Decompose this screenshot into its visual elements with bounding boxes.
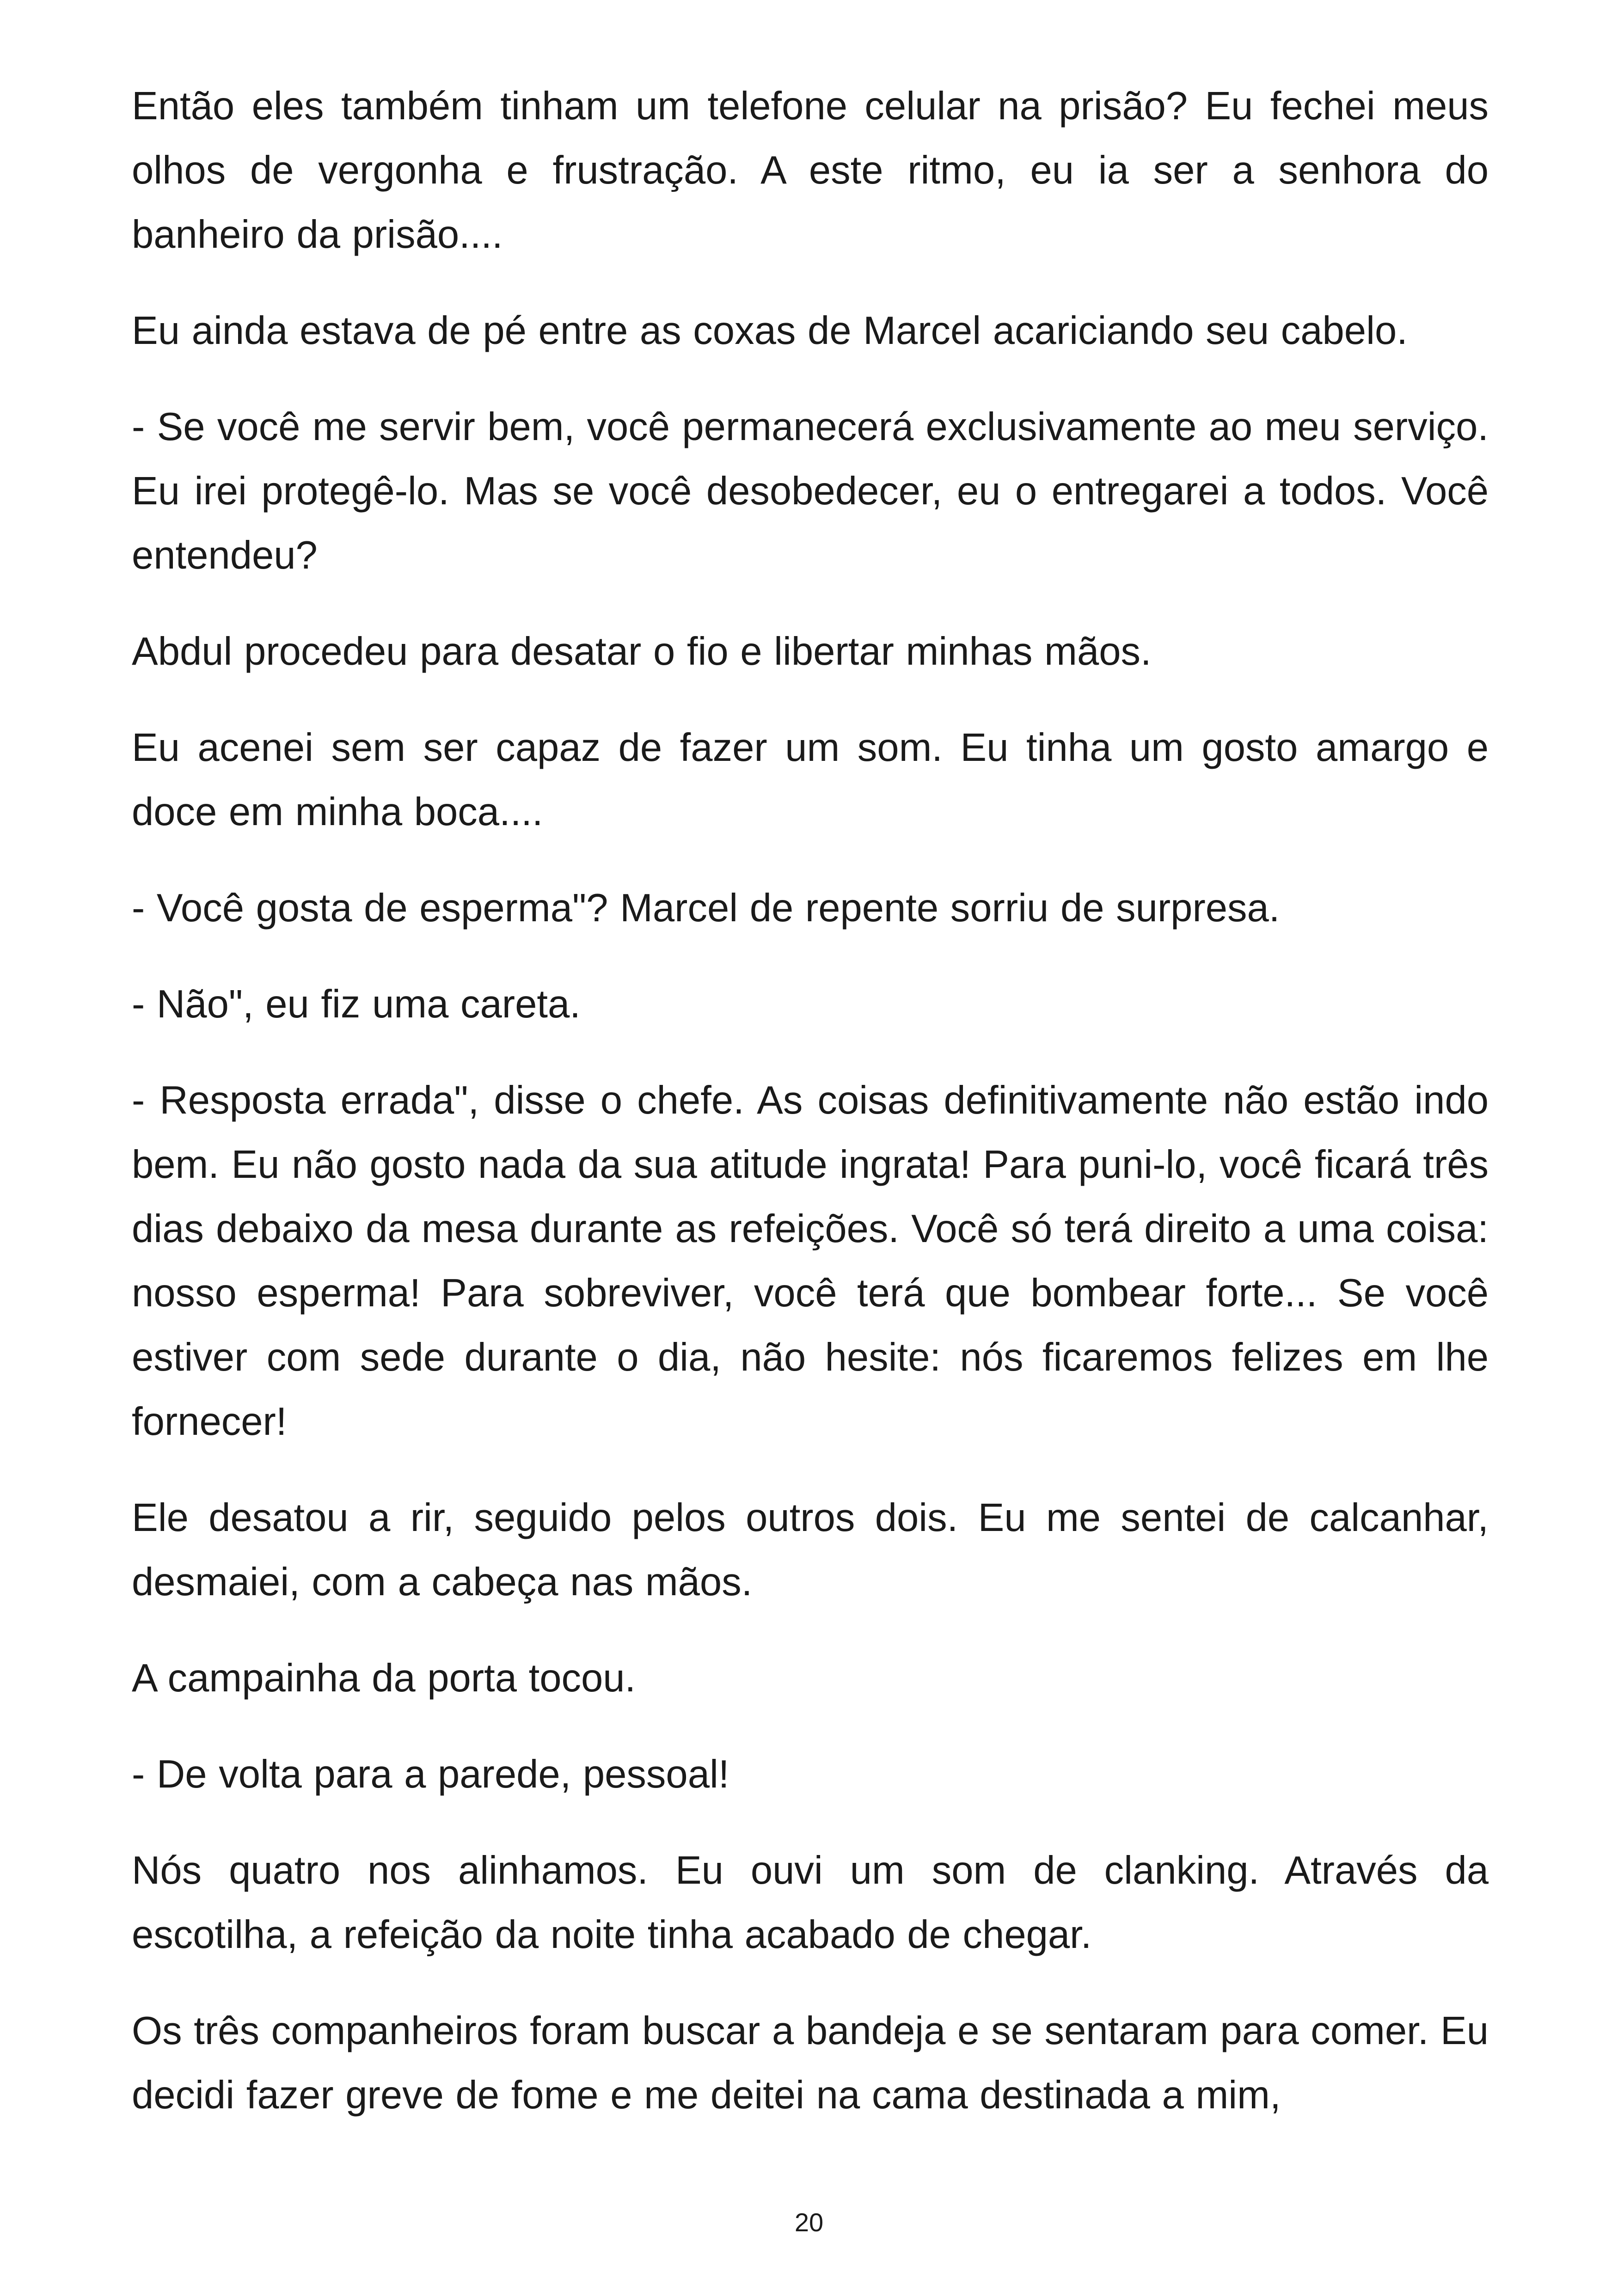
paragraph: Ele desatou a rir, seguido pelos outros dois. Eu me sentei de calcanhar, desmaiei, com a cabeça nas mãos.	[132, 1496, 1489, 1604]
paragraph: Os três companheiros foram buscar a bandeja e se sentaram para comer. Eu decidi fazer greve de fome e me deitei na cama destinada a mim,	[132, 2009, 1489, 2117]
paragraph: Eu ainda estava de pé entre as coxas de Marcel acariciando seu cabelo.	[132, 309, 1408, 353]
paragraph: - Não", eu fiz uma careta.	[132, 982, 581, 1026]
page-number: 20	[794, 2208, 824, 2237]
paragraph: - Resposta errada", disse o chefe. As coisas definitivamente não estão indo bem. Eu não gosto nada da sua atitude ingrata! Para puni-lo, você ficará três dias debaixo da mesa durante as refeições. Você só terá direito a uma coisa: nosso esperma! Para sobreviver, você terá que bombear forte... Se você estiver com sede durante o dia, não hesite: nós ficaremos felizes em lhe fornecer!	[132, 1078, 1489, 1444]
paragraph: Abdul procedeu para desatar o fio e libertar minhas mãos.	[132, 630, 1152, 673]
paragraph: Eu acenei sem ser capaz de fazer um som. Eu tinha um gosto amargo e doce em minha boca....	[132, 726, 1489, 834]
paragraph: A campainha da porta tocou.	[132, 1656, 636, 1700]
paragraph: - Se você me servir bem, você permanecerá exclusivamente ao meu serviço. Eu irei protegê-lo. Mas se você desobedecer, eu o entregarei a todos. Você entendeu?	[132, 405, 1489, 577]
page-body	[132, 74, 1489, 2159]
paragraph: - Você gosta de esperma"? Marcel de repente sorriu de surpresa.	[132, 886, 1280, 930]
paragraph: Nós quatro nos alinhamos. Eu ouvi um som de clanking. Através da escotilha, a refeição da noite tinha acabado de chegar.	[132, 1849, 1489, 1957]
paragraph: Então eles também tinham um telefone celular na prisão? Eu fechei meus olhos de vergonha e frustração. A este ritmo, eu ia ser a senhora do banheiro da prisão....	[132, 84, 1489, 257]
paragraph: - De volta para a parede, pessoal!	[132, 1752, 729, 1796]
